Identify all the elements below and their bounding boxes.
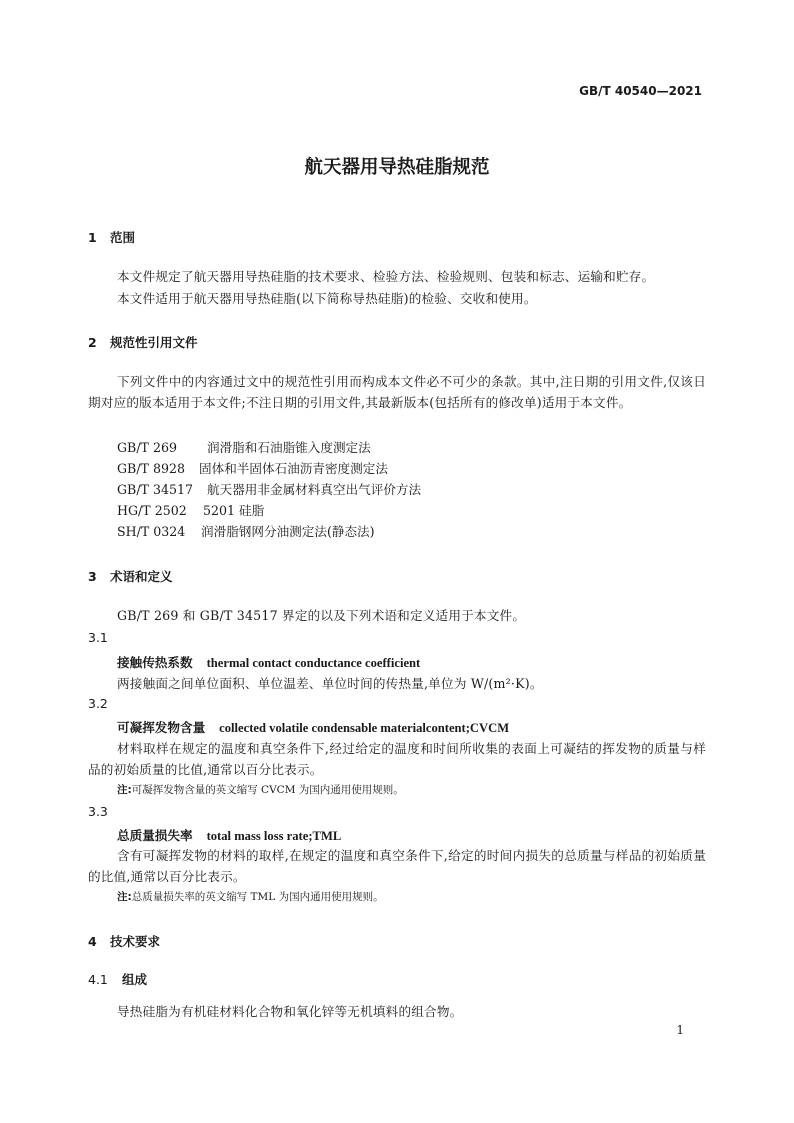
reference-code: GB/T 34517 bbox=[117, 482, 194, 497]
reference-item bbox=[117, 479, 421, 498]
term-3-3-definition: 含有可凝挥发物的材料的取样,在规定的温度和真空条件下,给定的时间内损失的总质量与样品的初始质量的比值,通常以百分比表示。 bbox=[88, 848, 706, 884]
reference-title: 润滑脂和石油脂锥入度测定法 bbox=[207, 440, 371, 455]
term-3-1-definition: 两接触面之间单位面积、单位温差、单位时间的传热量,单位为 W/(m²·K)。 bbox=[117, 676, 543, 691]
reference-item bbox=[117, 437, 371, 456]
section-number: 4 bbox=[88, 934, 97, 949]
term-english: total mass loss rate;TML bbox=[206, 829, 342, 843]
reference-title: 5201 硅脂 bbox=[203, 503, 265, 518]
section-3-intro: GB/T 269 和 GB/T 34517 界定的以及下列术语和定义适用于本文件。 bbox=[117, 608, 526, 623]
term-3-2-title bbox=[117, 717, 509, 736]
term-3-2-note bbox=[117, 782, 404, 797]
reference-item bbox=[117, 500, 264, 519]
note-text: 总质量损失率的英文缩写 TML 为国内通用使用规则。 bbox=[131, 891, 384, 903]
term-3-1-title bbox=[117, 652, 420, 671]
reference-title: 航天器用非金属材料真空出气评价方法 bbox=[207, 482, 422, 497]
reference-item bbox=[117, 458, 388, 477]
document-title: 航天器用导热硅脂规范 bbox=[304, 157, 490, 178]
reference-code: GB/T 269 bbox=[117, 440, 177, 455]
term-chinese: 接触传热系数 bbox=[117, 655, 193, 670]
section-2-heading bbox=[88, 333, 198, 351]
subsection-title: 组成 bbox=[122, 972, 148, 987]
term-3-2-number: 3.2 bbox=[88, 696, 108, 711]
reference-title: 固体和半固体石油沥青密度测定法 bbox=[199, 461, 388, 476]
term-english: collected volatile condensable materialcontent;CVCM bbox=[219, 721, 510, 735]
term-3-3-title bbox=[117, 825, 341, 844]
section-title: 技术要求 bbox=[110, 934, 161, 949]
section-1-paragraph-1: 本文件规定了航天器用导热硅脂的技术要求、检验方法、检验规则、包装和标志、运输和贮存。 bbox=[117, 269, 655, 284]
section-1-heading bbox=[88, 228, 135, 246]
note-label: 注: bbox=[117, 784, 132, 796]
subsection-number: 4.1 bbox=[88, 972, 108, 987]
term-3-3-number: 3.3 bbox=[88, 804, 108, 819]
reference-code: HG/T 2502 bbox=[117, 503, 187, 518]
section-2-intro: 下列文件中的内容通过文中的规范性引用而构成本文件必不可少的条款。其中,注日期的引用文件,仅该日期对应的版本适用于本文件;不注日期的引用文件,其最新版本(包括所有的修改单)适用于本文件。 bbox=[88, 374, 706, 410]
reference-title: 润滑脂钢网分油测定法(静态法) bbox=[201, 524, 375, 539]
note-label: 注: bbox=[117, 891, 132, 903]
subsection-4-1-heading bbox=[88, 970, 147, 988]
reference-code: GB/T 8928 bbox=[117, 461, 186, 476]
reference-code: SH/T 0324 bbox=[117, 524, 186, 539]
term-chinese: 总质量损失率 bbox=[117, 828, 193, 843]
reference-item bbox=[117, 521, 375, 540]
term-chinese: 可凝挥发物含量 bbox=[117, 720, 206, 735]
section-title: 范围 bbox=[110, 230, 136, 245]
page-number: 1 bbox=[676, 1023, 684, 1037]
term-3-2-definition: 材料取样在规定的温度和真空条件下,经过给定的温度和时间所收集的表面上可凝结的挥发物的质量与样品的初始质量的比值,通常以百分比表示。 bbox=[88, 741, 706, 777]
standard-number: GB/T 40540—2021 bbox=[579, 84, 702, 98]
section-number: 1 bbox=[88, 230, 97, 245]
section-number: 3 bbox=[88, 569, 97, 584]
section-title: 术语和定义 bbox=[110, 569, 173, 584]
subsection-4-1-text: 导热硅脂为有机硅材料化合物和氧化锌等无机填料的组合物。 bbox=[117, 1004, 463, 1019]
note-text: 可凝挥发物含量的英文缩写 CVCM 为国内通用使用规则。 bbox=[131, 784, 404, 796]
section-number: 2 bbox=[88, 335, 97, 350]
section-1-paragraph-2: 本文件适用于航天器用导热硅脂(以下简称导热硅脂)的检验、交收和使用。 bbox=[117, 291, 537, 306]
term-3-3-note bbox=[117, 889, 384, 904]
section-4-heading bbox=[88, 932, 160, 950]
section-3-heading bbox=[88, 567, 173, 585]
term-english: thermal contact conductance coefficient bbox=[206, 656, 421, 670]
section-title: 规范性引用文件 bbox=[110, 335, 198, 350]
term-3-1-number: 3.1 bbox=[88, 630, 108, 645]
